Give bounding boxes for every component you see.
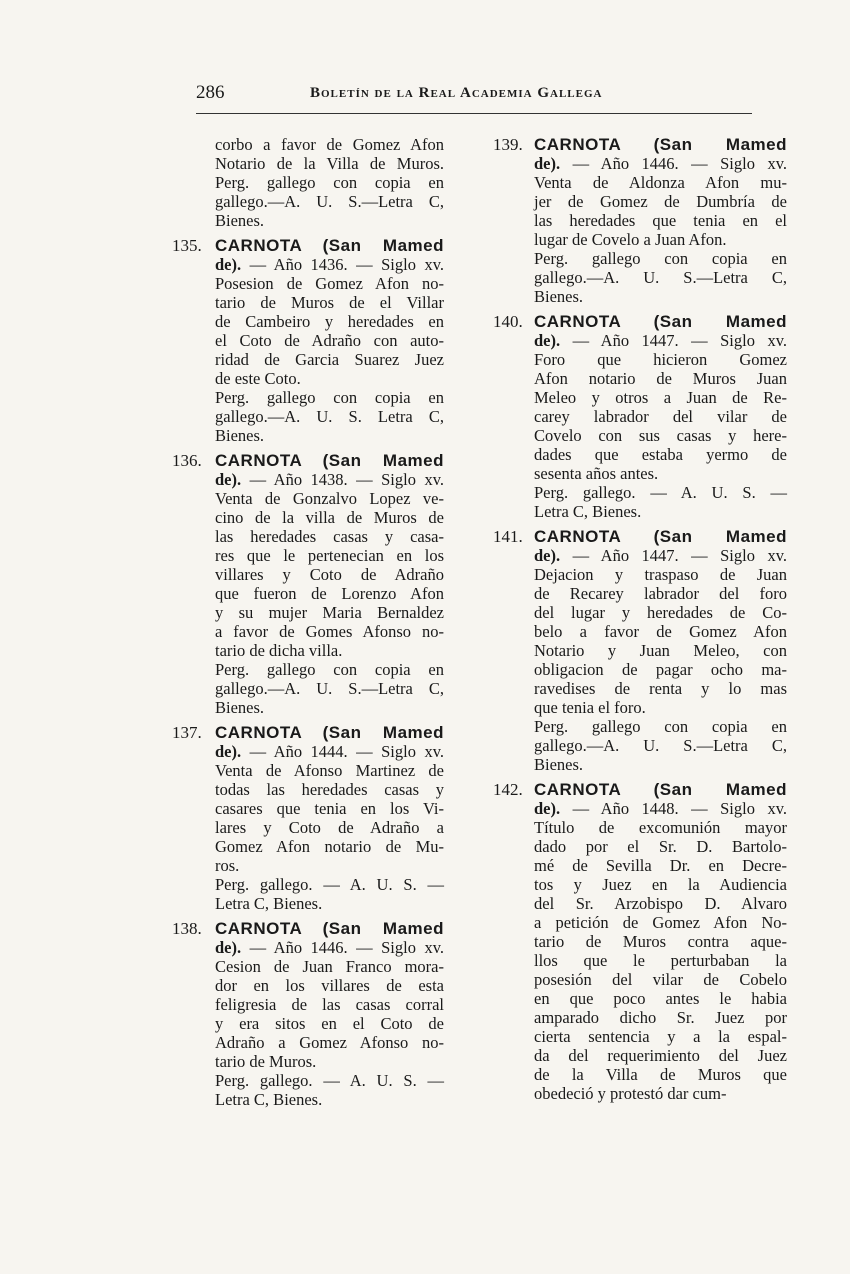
place-name: CARNOTA <box>534 312 622 331</box>
text-line: sesenta años antes. <box>534 464 659 483</box>
text-line: del Sr. Arzobispo D. Alvaro <box>534 894 787 913</box>
catalog-entry <box>172 236 444 445</box>
text-line: Posesion de Gomez Afon no- <box>215 274 444 293</box>
text-line: de Recarey labrador del foro <box>534 584 787 603</box>
entry-heading <box>534 312 787 331</box>
catalog-entry <box>172 723 444 913</box>
entry-date-line: de). — Año 1446. — Siglo xv. <box>534 154 787 173</box>
header-rule <box>196 113 752 114</box>
text-line: dado por el Sr. D. Bartolo- <box>534 837 787 856</box>
text-line: ridad de Garcia Suarez Juez <box>215 350 444 369</box>
place-name: CARNOTA <box>534 135 622 154</box>
text-line: lares y Coto de Adraño a <box>215 818 444 837</box>
text-line: mé de Sevilla Dr. en Decre- <box>534 856 787 875</box>
text-line: a favor de Gomes Afonso no- <box>215 622 444 641</box>
de-prefix: de). <box>534 154 561 173</box>
text-line: y su mujer Maria Bernaldez <box>215 603 444 622</box>
text-line: Venta de Afonso Martinez de <box>215 761 444 780</box>
reference-line: gallego.—A. U. S.—Letra C, <box>534 268 787 287</box>
text-line: en que poco antes le habia <box>534 989 787 1008</box>
reference-line: Perg. gallego con copia en <box>215 660 444 679</box>
entry-date-line: de). — Año 1447. — Siglo xv. <box>534 546 787 565</box>
de-prefix: de). <box>215 255 242 274</box>
entry-date-line: de). — Año 1448. — Siglo xv. <box>534 799 787 818</box>
reference-line: Letra C, Bienes. <box>215 894 323 913</box>
entry-number: 142. <box>493 780 523 799</box>
text-line: tario de dicha villa. <box>215 641 343 660</box>
place-parish: (San Mamed <box>322 919 444 938</box>
entry-date-line: de). — Año 1436. — Siglo xv. <box>215 255 444 274</box>
entry-heading <box>215 723 444 742</box>
catalog-entry <box>493 135 787 306</box>
running-title: Boletín de la Real Academia Gallega <box>310 85 603 101</box>
entry-date-line: de). — Año 1446. — Siglo xv. <box>215 938 444 957</box>
entry-body <box>534 527 787 774</box>
de-prefix: de). <box>215 742 242 761</box>
place-parish: (San Mamed <box>653 312 787 331</box>
entry-number: 141. <box>493 527 523 546</box>
reference-line: gallego.—A. U. S.—Letra C, <box>215 679 444 698</box>
entry-heading <box>215 919 444 938</box>
place-parish: (San Mamed <box>653 780 787 799</box>
place-parish: (San Mamed <box>322 451 444 470</box>
catalog-entry <box>493 527 787 774</box>
text-line: Gomez Afon notario de Mu- <box>215 837 444 856</box>
text-line: feligresia de las casas corral <box>215 995 444 1014</box>
reference-line: gallego.—A. U. S. Letra C, <box>215 407 444 426</box>
de-prefix: de). <box>534 331 561 350</box>
entry-heading <box>215 236 444 255</box>
entry-body <box>534 312 787 521</box>
place-name: CARNOTA <box>215 236 303 255</box>
text-line: que tenia el foro. <box>534 698 646 717</box>
text-line: las heredades que tenia en el <box>534 211 787 230</box>
place-name: CARNOTA <box>215 723 303 742</box>
entry-heading <box>534 780 787 799</box>
text-line: Venta de Aldonza Afon mu- <box>534 173 787 192</box>
text-line: Meleo y otros a Juan de Re- <box>534 388 787 407</box>
text-line: Cesion de Juan Franco mora- <box>215 957 444 976</box>
entry-body <box>215 135 444 230</box>
entry-number: 137. <box>172 723 202 742</box>
text-line: belo a favor de Gomez Afon <box>534 622 787 641</box>
text-line: de Cambeiro y heredades en <box>215 312 444 331</box>
place-parish: (San Mamed <box>653 135 787 154</box>
de-prefix: de). <box>534 799 561 818</box>
text-line: tario de Muros contra aque- <box>534 932 787 951</box>
text-line: obedeció y protestó dar cum- <box>534 1084 727 1103</box>
entry-date-line: de). — Año 1447. — Siglo xv. <box>534 331 787 350</box>
place-parish: (San Mamed <box>653 527 787 546</box>
place-parish: (San Mamed <box>322 236 444 255</box>
entry-heading <box>534 527 787 546</box>
text-line: da del requerimiento del Juez <box>534 1046 787 1065</box>
reference-line: Letra C, Bienes. <box>215 1090 323 1109</box>
text-line: y era sitos en el Coto de <box>215 1014 444 1033</box>
entry-body <box>534 780 787 1103</box>
text-line: Bienes. <box>215 211 265 230</box>
entry-number: 135. <box>172 236 202 255</box>
text-line: casares que tenia en los Vi- <box>215 799 444 818</box>
entry-body <box>215 451 444 717</box>
place-name: CARNOTA <box>534 780 622 799</box>
reference-line: Perg. gallego. — A. U. S. — <box>215 875 444 894</box>
entry-number: 140. <box>493 312 523 331</box>
text-line: Adraño a Gomez Afonso no- <box>215 1033 444 1052</box>
reference-line: Letra C, Bienes. <box>534 502 642 521</box>
text-line: que fueron de Lorenzo Afon <box>215 584 444 603</box>
text-line: a petición de Gomez Afon No- <box>534 913 787 932</box>
entry-date-line: de). — Año 1444. — Siglo xv. <box>215 742 444 761</box>
reference-line: Perg. gallego con copia en <box>534 717 787 736</box>
reference-line: gallego.—A. U. S.—Letra C, <box>534 736 787 755</box>
place-name: CARNOTA <box>215 919 303 938</box>
text-line: Notario y Juan Meleo, con <box>534 641 787 660</box>
text-line: tario de Muros. <box>215 1052 317 1071</box>
catalog-entry <box>172 919 444 1109</box>
text-line: cino de la villa de Muros de <box>215 508 444 527</box>
text-line: gallego.—A. U. S.—Letra C, <box>215 192 444 211</box>
reference-line: Perg. gallego con copia en <box>534 249 787 268</box>
text-line: ravedises de renta y lo mas <box>534 679 787 698</box>
text-line: Dejacion y traspaso de Juan <box>534 565 787 584</box>
text-line: las heredades casas y casa- <box>215 527 444 546</box>
right-column <box>493 135 787 1109</box>
text-line: del lugar y heredades de Co- <box>534 603 787 622</box>
de-prefix: de). <box>215 470 242 489</box>
text-line: carey labrador del vilar de <box>534 407 787 426</box>
text-line: Foro que hicieron Gomez <box>534 350 787 369</box>
text-line: Venta de Gonzalvo Lopez ve- <box>215 489 444 508</box>
left-column <box>172 135 444 1115</box>
entry-date-line: de). — Año 1438. — Siglo xv. <box>215 470 444 489</box>
text-line: dades que estaba yermo de <box>534 445 787 464</box>
de-prefix: de). <box>534 546 561 565</box>
text-line: de este Coto. <box>215 369 301 388</box>
entry-number: 139. <box>493 135 523 154</box>
text-line: de la Villa de Muros que <box>534 1065 787 1084</box>
entry-body <box>215 723 444 913</box>
reference-line: Perg. gallego. — A. U. S. — <box>534 483 787 502</box>
reference-line: Bienes. <box>215 698 265 717</box>
text-line: cierta sentencia y a la espal- <box>534 1027 787 1046</box>
place-name: CARNOTA <box>215 451 303 470</box>
text-line: dor en los villares de esta <box>215 976 444 995</box>
page-header <box>196 82 751 112</box>
entry-heading <box>215 451 444 470</box>
reference-line: Bienes. <box>534 287 584 306</box>
place-name: CARNOTA <box>534 527 622 546</box>
reference-line: Perg. gallego con copia en <box>215 388 444 407</box>
catalog-entry <box>493 780 787 1103</box>
text-line: todas las heredades casas y <box>215 780 444 799</box>
text-line: el Coto de Adraño con auto- <box>215 331 444 350</box>
entry-body <box>215 919 444 1109</box>
text-line: obligacion de pagar ocho ma- <box>534 660 787 679</box>
text-line: ros. <box>215 856 240 875</box>
text-line: jer de Gomez de Dumbría de <box>534 192 787 211</box>
text-line: Covelo con sus casas y here- <box>534 426 787 445</box>
reference-line: Bienes. <box>215 426 265 445</box>
entry-body <box>215 236 444 445</box>
text-line: Notario de la Villa de Muros. <box>215 154 444 173</box>
place-parish: (San Mamed <box>322 723 444 742</box>
page-number: 286 <box>196 82 225 103</box>
entry-heading <box>534 135 787 154</box>
text-line: posesión del vilar de Cobelo <box>534 970 787 989</box>
text-line: tario de Muros de el Villar <box>215 293 444 312</box>
text-line: Título de excomunión mayor <box>534 818 787 837</box>
text-line: villares y Coto de Adraño <box>215 565 444 584</box>
text-line: lugar de Covelo a Juan Afon. <box>534 230 727 249</box>
entry-body <box>534 135 787 306</box>
text-line: Perg. gallego con copia en <box>215 173 444 192</box>
text-line: llos que le perturbaban la <box>534 951 787 970</box>
entry-number: 136. <box>172 451 202 470</box>
reference-line: Bienes. <box>534 755 584 774</box>
text-line: corbo a favor de Gomez Afon <box>215 135 444 154</box>
continued-entry <box>172 135 444 230</box>
catalog-entry <box>493 312 787 521</box>
catalog-entry <box>172 451 444 717</box>
entry-number: 138. <box>172 919 202 938</box>
text-line: Afon notario de Muros Juan <box>534 369 787 388</box>
de-prefix: de). <box>215 938 242 957</box>
text-line: res que le pertenecian en los <box>215 546 444 565</box>
reference-line: Perg. gallego. — A. U. S. — <box>215 1071 444 1090</box>
text-line: amparado dicho Sr. Juez por <box>534 1008 787 1027</box>
text-line: tos y Juez en la Audiencia <box>534 875 787 894</box>
